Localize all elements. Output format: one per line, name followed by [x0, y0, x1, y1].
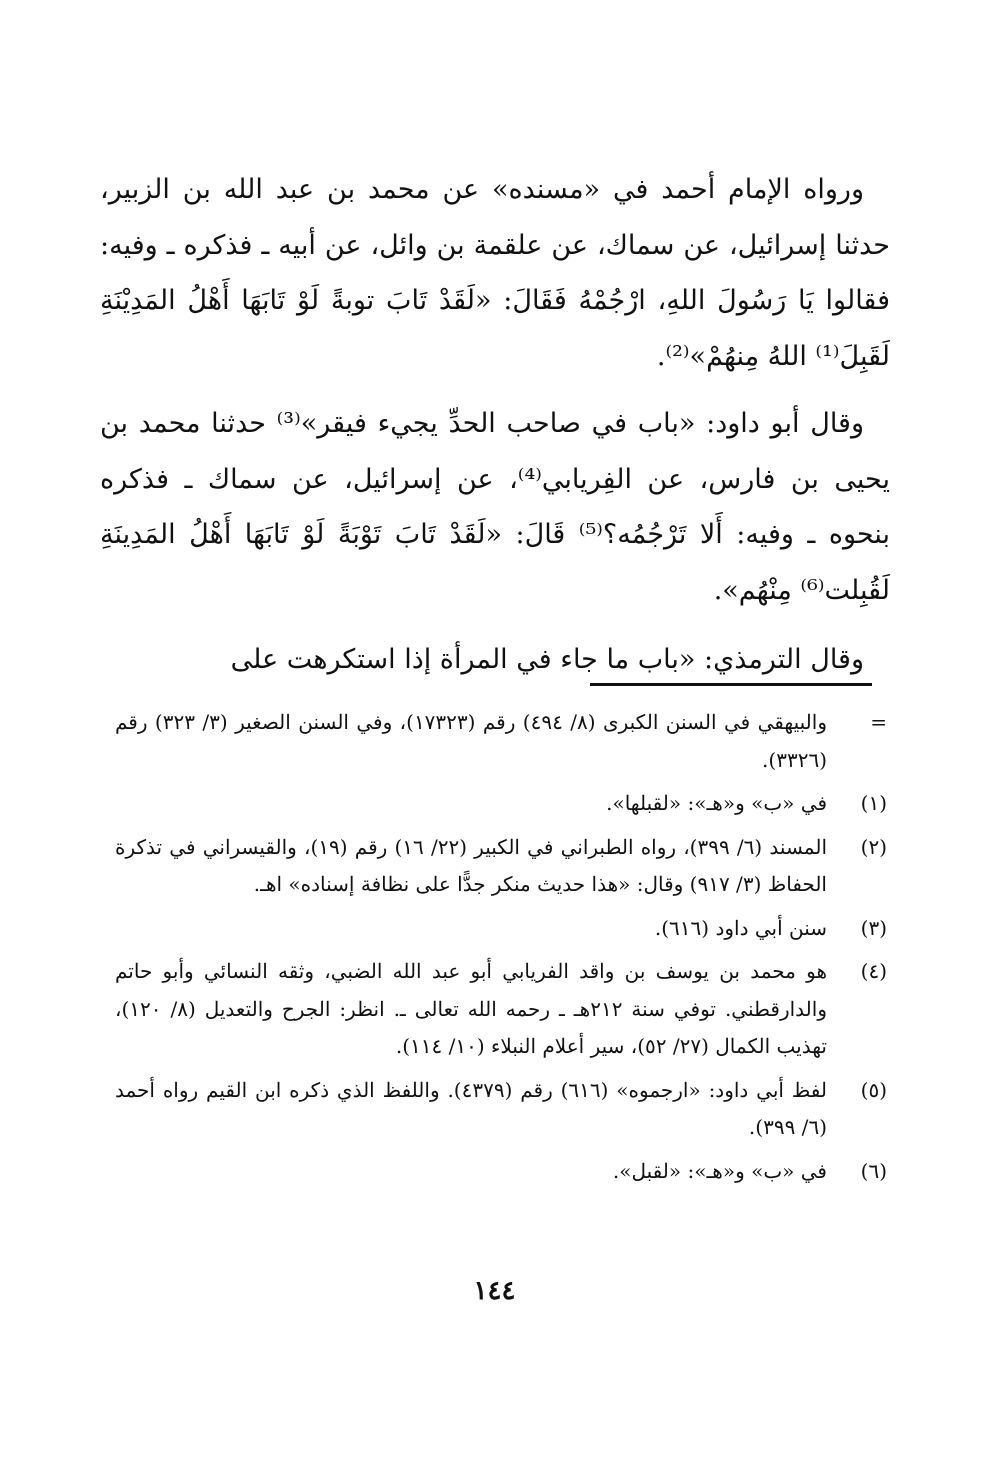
footnote-number: (١) — [860, 791, 887, 815]
footnote-item — [115, 910, 887, 948]
paragraph-ahmad-narration: ورواه الإمام أحمد في «مسنده» عن محمد بن عبد الله بن الزبير، حدثنا إسرائيل، عن سماك، عن علقمة بن وائل، عن أبيه ـ فذكره ـ وفيه: فقالوا يَا رَسُولَ اللهِ، ارْجُمْهُ فَقَالَ: «لَقَدْ تَابَ توبةً لَوْ تَابَهَا أَهْلُ المَدِيْنَةِ لَقَبِلَ⁽¹⁾ اللهُ مِنهُمْ»⁽²⁾. — [100, 174, 890, 372]
footnote-number: (٤) — [860, 959, 887, 983]
footnote-number: (٢) — [860, 834, 887, 859]
footnote-separator — [590, 683, 872, 686]
footnote-number: (٥) — [860, 1077, 887, 1102]
footnote-item — [115, 829, 887, 904]
footnote-text: والبيهقي في السنن الكبرى (٨/ ٤٩٤) رقم (١٧٣٢٣)، وفي السنن الصغير (٣/ ٣٢٣) رقم (٣٣٢٦). — [115, 710, 827, 772]
footnote-number: (٦) — [860, 1158, 887, 1183]
paragraph-tirmidhi-narration: وقال الترمذي: «باب ما جاء في المرأة إذا استكرهت على — [230, 644, 864, 675]
footnote-item — [115, 953, 887, 1066]
footnote-text: في «ب» و«هـ»: «لقبل». — [612, 1158, 827, 1183]
footnote-item — [115, 704, 887, 779]
footnote-item — [115, 1153, 887, 1191]
paragraph-abu-dawud-narration: وقال أبو داود: «باب في صاحب الحدِّ يجيء فيقر»⁽³⁾ حدثنا محمد بن يحيى بن فارس، عن الفِريابي⁽⁴⁾، عن إسرائيل، عن سماك ـ فذكره بنحوه ـ وفيه: أَلا تَرْجُمُه؟⁽⁵⁾ قَالَ: «لَقَدْ تَابَ تَوْبَةً لَوْ تَابَهَا أَهْلُ المَدِينَةِ لَقُبِلت⁽⁶⁾ مِنْهُم». — [100, 408, 891, 606]
footnote-item — [115, 785, 887, 823]
main-text — [100, 162, 890, 688]
page-number: ١٤٤ — [473, 1276, 516, 1306]
footnote-text: هو محمد بن يوسف بن واقد الفريابي أبو عبد الله الضبي، وثقه النسائي وأبو حاتم والدارقطني. توفي سنة ٢١٢هـ ـ رحمه الله تعالى ـ. انظر: الجرح والتعديل (٨/ ١٢٠)، تهذيب الكمال (٢٧/ ٥٢)، سير أعلام النبلاء (١٠/ ١١٤). — [115, 959, 827, 1058]
footnote-text: في «ب» و«هـ»: «لقبلها». — [606, 791, 827, 815]
footnote-item — [115, 1072, 887, 1147]
footnote-text: لفظ أبي داود: «ارجموه» (٦١٦) رقم (٤٣٧٩). واللفظ الذي ذكره ابن القيم رواه أحمد (٦/ ٣٩٩). — [115, 1077, 827, 1139]
footnote-text: المسند (٦/ ٣٩٩)، رواه الطبراني في الكبير (٢٢/ ١٦) رقم (١٩)، والقيسراني في تذكرة الحفاظ (٣/ ٩١٧) وقال: «هذا حديث منكر جدًّا على نظافة إسناده» اهـ. — [115, 834, 827, 896]
footnote-number: (٣) — [860, 915, 887, 940]
footnotes — [115, 704, 887, 1196]
footnote-text: سنن أبي داود (٦١٦). — [654, 915, 827, 940]
footnote-number: = — [870, 710, 887, 734]
